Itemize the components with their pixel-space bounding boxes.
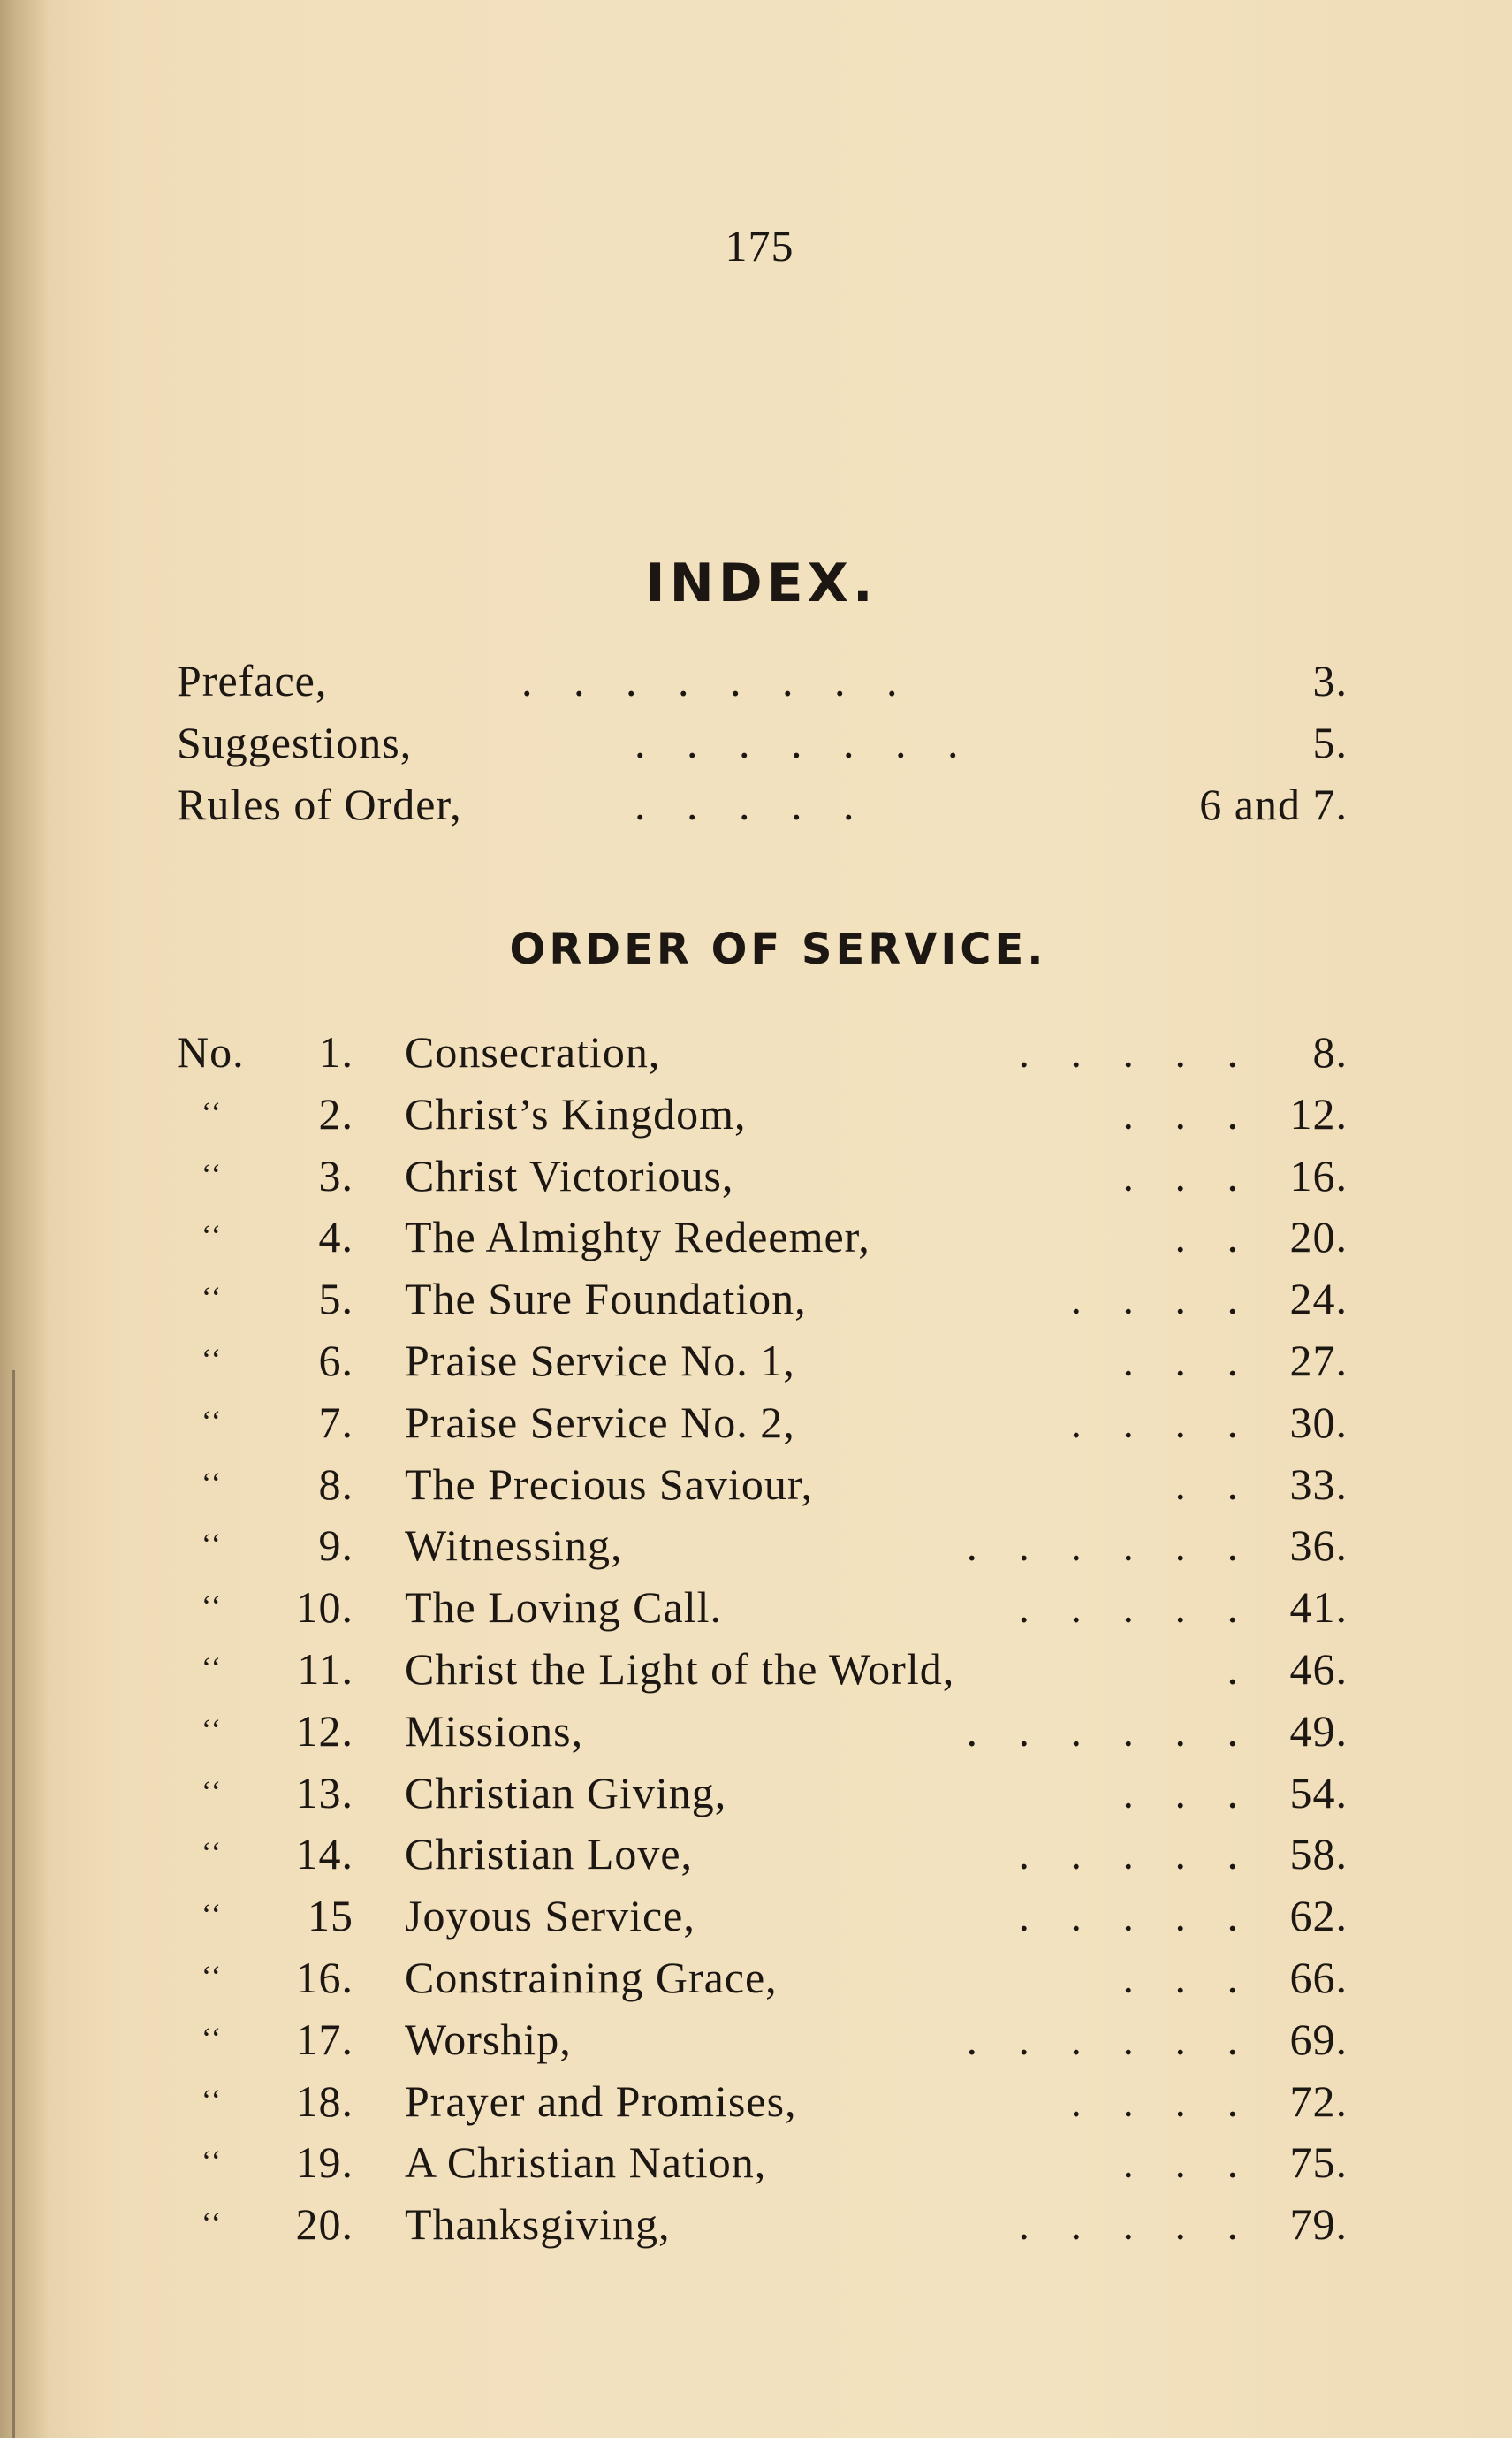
service-number: 2. — [318, 1089, 353, 1139]
service-page: 20. — [1289, 1212, 1348, 1261]
ditto-mark: ‘‘ — [201, 1159, 224, 1192]
service-page: 79. — [1289, 2199, 1348, 2249]
service-number: 16. — [295, 1953, 353, 2002]
ditto-mark: ‘‘ — [201, 2145, 224, 2178]
ditto-mark: ‘‘ — [201, 2023, 224, 2055]
dot-leader: . . . . . — [1018, 2199, 1238, 2249]
ditto-mark: ‘‘ — [201, 1776, 224, 1809]
dot-leader: . . . . — [1070, 1274, 1238, 1323]
dot-leader: . . . . . — [634, 780, 855, 829]
entry-label: Suggestions, — [177, 718, 413, 767]
dot-leader: . . . . . . — [966, 2015, 1238, 2064]
service-title: Praise Service No. 2, — [405, 1398, 795, 1447]
service-number: 8. — [318, 1459, 353, 1509]
service-page: 62. — [1289, 1891, 1348, 1940]
service-page: 49. — [1289, 1706, 1348, 1756]
service-title: A Christian Nation, — [405, 2137, 767, 2187]
service-page: 24. — [1289, 1274, 1348, 1323]
service-item — [0, 1704, 1512, 1757]
service-item — [0, 1025, 1512, 1078]
service-page: 58. — [1289, 1829, 1348, 1878]
service-number: 15 — [308, 1891, 353, 1940]
service-number: 14. — [295, 1829, 353, 1878]
entry-label: Rules of Order, — [177, 780, 462, 829]
ditto-mark: ‘‘ — [201, 1282, 224, 1314]
service-item — [0, 2136, 1512, 2189]
service-item — [0, 1519, 1512, 1572]
service-number: 6. — [318, 1336, 353, 1385]
service-number: 13. — [295, 1768, 353, 1817]
service-page: 72. — [1289, 2076, 1348, 2126]
service-number: 18. — [295, 2076, 353, 2126]
service-title: Constraining Grace, — [405, 1953, 778, 2002]
service-title: Worship, — [405, 2015, 572, 2064]
entry-page: 3. — [1312, 656, 1348, 705]
ditto-mark: ‘‘ — [201, 1899, 224, 1931]
service-item — [0, 2198, 1512, 2251]
service-page: 27. — [1289, 1336, 1348, 1385]
service-item — [0, 1642, 1512, 1695]
service-number: 17. — [295, 2015, 353, 2064]
dot-leader: . . . . . . . — [634, 718, 959, 767]
service-title: Christian Love, — [405, 1829, 694, 1878]
service-title: Missions, — [405, 1706, 584, 1756]
entry-label: Preface, — [177, 656, 328, 705]
ditto-mark: ‘‘ — [201, 1220, 224, 1253]
entry-page: 6 and 7. — [1199, 780, 1348, 829]
service-item — [0, 1951, 1512, 2004]
index-heading: INDEX. — [645, 552, 878, 614]
dot-leader: . . . . — [1070, 2076, 1238, 2126]
dot-leader: . . — [1174, 1212, 1238, 1261]
service-number: 12. — [295, 1706, 353, 1756]
service-number: 4. — [318, 1212, 353, 1261]
service-item — [0, 1272, 1512, 1325]
service-title: Prayer and Promises, — [405, 2076, 797, 2126]
service-title: Christ’s Kingdom, — [405, 1089, 747, 1139]
service-page: 16. — [1289, 1151, 1348, 1200]
service-number: 20. — [295, 2199, 353, 2249]
service-title: Christ Victorious, — [405, 1151, 734, 1200]
index-entry-rules-of-order — [0, 778, 1512, 831]
order-of-service-heading: ORDER OF SERVICE. — [509, 925, 1047, 974]
service-item — [0, 1334, 1512, 1387]
service-title: Joyous Service, — [405, 1891, 695, 1940]
dot-leader: . . . — [1122, 1336, 1238, 1385]
dot-leader: . . . . . — [1018, 1829, 1238, 1878]
service-page: 69. — [1289, 2015, 1348, 2064]
service-title: Christ the Light of the World, — [405, 1644, 955, 1694]
dot-leader: . . . . . . — [966, 1520, 1238, 1570]
index-entry-preface — [0, 654, 1512, 707]
service-title: The Precious Saviour, — [405, 1459, 813, 1509]
service-item — [0, 1766, 1512, 1819]
ditto-mark: ‘‘ — [201, 1528, 224, 1561]
dot-leader: . . . . . — [1018, 1027, 1238, 1077]
service-item — [0, 1827, 1512, 1880]
service-page: 41. — [1289, 1582, 1348, 1632]
dot-leader: . . — [1174, 1459, 1238, 1509]
ditto-mark: ‘‘ — [201, 1097, 224, 1130]
ditto-mark: ‘‘ — [201, 1714, 224, 1747]
service-number: 3. — [318, 1151, 353, 1200]
service-page: 12. — [1289, 1089, 1348, 1139]
service-number: 9. — [318, 1520, 353, 1570]
service-item — [0, 1087, 1512, 1140]
service-item — [0, 1889, 1512, 1942]
service-item — [0, 1396, 1512, 1449]
page-number: 175 — [725, 221, 794, 270]
service-page: 54. — [1289, 1768, 1348, 1817]
entry-page: 5. — [1312, 718, 1348, 767]
number-prefix: No. — [177, 1027, 245, 1077]
service-number: 19. — [295, 2137, 353, 2187]
service-title: Thanksgiving, — [405, 2199, 671, 2249]
service-page: 75. — [1289, 2137, 1348, 2187]
dot-leader: . . . . . — [1018, 1582, 1238, 1632]
service-number: 5. — [318, 1274, 353, 1323]
dot-leader: . . . — [1122, 1953, 1238, 2002]
service-item — [0, 1581, 1512, 1634]
ditto-mark: ‘‘ — [201, 2084, 224, 2117]
service-number: 7. — [318, 1398, 353, 1447]
dot-leader: . . . — [1122, 2137, 1238, 2187]
service-item — [0, 1149, 1512, 1202]
dot-leader: . . . . . . — [966, 1706, 1238, 1756]
ditto-mark: ‘‘ — [201, 1344, 224, 1376]
dot-leader: . . . . . . . . — [521, 656, 898, 705]
service-title: The Almighty Redeemer, — [405, 1212, 870, 1261]
index-entry-suggestions — [0, 716, 1512, 769]
service-title: Christian Giving, — [405, 1768, 727, 1817]
service-item — [0, 1458, 1512, 1511]
dot-leader: . . . . — [1070, 1398, 1238, 1447]
dot-leader: . . . . . — [1018, 1891, 1238, 1940]
ditto-mark: ‘‘ — [201, 1590, 224, 1623]
dot-leader: . . . — [1122, 1768, 1238, 1817]
service-title: Witnessing, — [405, 1520, 623, 1570]
ditto-mark: ‘‘ — [201, 1837, 224, 1870]
service-page: 46. — [1289, 1644, 1348, 1694]
ditto-mark: ‘‘ — [201, 1467, 224, 1500]
service-number: 10. — [295, 1582, 353, 1632]
service-title: The Loving Call. — [405, 1582, 722, 1632]
service-item — [0, 1210, 1512, 1263]
ditto-mark: ‘‘ — [201, 2207, 224, 2240]
service-page: 66. — [1289, 1953, 1348, 2002]
service-title: Praise Service No. 1, — [405, 1336, 795, 1385]
ditto-mark: ‘‘ — [201, 1961, 224, 1993]
ditto-mark: ‘‘ — [201, 1652, 224, 1685]
ditto-mark: ‘‘ — [201, 1406, 224, 1438]
service-number: 1. — [318, 1027, 353, 1077]
dot-leader: . . . — [1122, 1151, 1238, 1200]
service-title: Consecration, — [405, 1027, 661, 1077]
service-item — [0, 2013, 1512, 2066]
dot-leader: . — [1227, 1644, 1238, 1694]
service-page: 30. — [1289, 1398, 1348, 1447]
service-page: 33. — [1289, 1459, 1348, 1509]
service-item — [0, 2075, 1512, 2128]
service-page: 36. — [1289, 1520, 1348, 1570]
dot-leader: . . . — [1122, 1089, 1238, 1139]
service-page: 8. — [1312, 1027, 1348, 1077]
service-title: The Sure Foundation, — [405, 1274, 807, 1323]
service-number: 11. — [297, 1644, 353, 1694]
